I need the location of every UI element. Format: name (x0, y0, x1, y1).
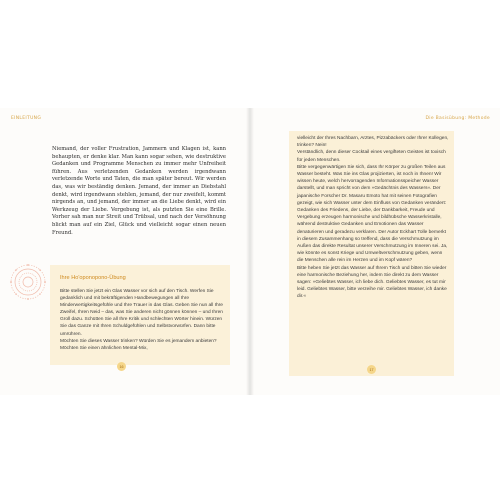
book-gutter (246, 108, 254, 395)
page-number-right: 17 (367, 365, 376, 374)
page-number-left: 16 (117, 362, 126, 371)
exercise-text-continued (297, 135, 449, 301)
body-paragraph: Niemand, der voller Frustration, Jammern und Klagen ist, kann behaupten, er denke klar. Man kann sogar sehen, wie destruktive Gedanken und Programme Menschen zu immer mehr Unfreiheit führen. Aus verletzenden Gedanken werden irgendwann verletzende Worte und Taten, die man später bereut. Wir werden das, was wir beständig denken. Jemand, der immer an Diebstahl denkt, wird irgendwann stehlen, jemand, der nur zweifelt, kommt nirgends an, und jemand, der immer an die Liebe denkt, wird ein Werkzeug der Liebe. Vergebung ist, als putzten Sie eine Brille. Vorher sah man nur Streit und Trübsal, und nach der Versöhnung blickt man auf ein Ziel, Glück und vielleicht sogar einen neuen Freund. (52, 146, 226, 236)
rosette-ornament-icon (8, 262, 48, 302)
exercise-paragraph: Bitte heben Sie jetzt das Wasser auf Ihrem Tisch und bitten Sie wieder eine harmonische Beziehung her, indem Sie direkt zu dem Wasser sagen: »Geliebtes Wasser, ich liebe dich. Geliebtes Wasser, es tut mir leid. Geliebtes Wasser, bitte verzeihe mir. Geliebtes Wasser, ich danke dir.« (297, 265, 447, 300)
exercise-paragraph: Bitte stellen Sie jetzt ein Glas Wasser vor sich auf den Tisch. Werfen Sie gedanklich und mit bekräftigenden Handbewegungen all Ihre Minderwertigkeitsgefühle und Ihre Trauer in das Glas. Geben Sie nun all Ihre Zweifel, Ihren Neid – das, was Sie anderen nicht gönnen können – und Ihren Groll dazu. Schütten Sie all Ihre Kritik und schlechten Wörter hinein. Würzen Sie das Ganze mit Ihren Schuldgefühlen und Selbstvorwürfen. Dann bitte umrühren. (60, 289, 223, 337)
exercise-title: Ihre Ho'oponopono-Übung (60, 275, 126, 281)
exercise-paragraph: Möchten Sie dieses Wasser trinken? Würden Sie es jemandem anbieten? Möchten Sie einen ähnlichen Mental-Mix, (60, 338, 217, 351)
running-header-left: EINLEITUNG (11, 116, 42, 121)
exercise-paragraph: Bitte vergegenwärtigen Sie sich, dass Ihr Körper zu großen Teilen aus Wasser besteht. Was Sie ins Glas projizierten, ist noch in Ihnen! Wir wissen heute, welch hervorragenden Informationsspeicher Wasser darstellt, und man spricht von dem »Gedächtnis des Wassers«. Der japanische Forscher Dr. Masaru Emoto hat mit seinen Fotografien gezeigt, wie sich Wasser unter dem Einfluss von Gedanken verändert: Gedanken des Friedens, der Liebe, der Dankbarkeit, Freude und Vergebung erzeugen harmonische und bildhübsche Wasserkristalle, während destruktive Gedanken und Emotionen das Wasser denaturieren und geradezu verklaren. Der Autor Eckhart Tolle bemerkt in diesem Zusammenhang so treffend, dass die Verschmutzung im Außen das direkte Resultat unserer Verschmutzung im Inneren sei. Ja, wie könnte es sonst Kriege und Umweltverschmutzung geben, wenn die Menschen alle rein im Herzen und im Kopf wären? (297, 164, 448, 264)
exercise-paragraph: Verständlich, denn dieser Cocktail eines vergifteten Geistes ist toxisch für jeden Menschen. (297, 150, 446, 163)
exercise-text (60, 288, 226, 352)
left-body-text (52, 146, 226, 237)
running-header-right: Die Basisübung: Methode (425, 116, 490, 121)
exercise-paragraph: vielleicht der Ihres Nachbarn, Arztes, Pizzabäckers oder Ihrer Kollegen, trinken? Nein! (297, 136, 449, 149)
